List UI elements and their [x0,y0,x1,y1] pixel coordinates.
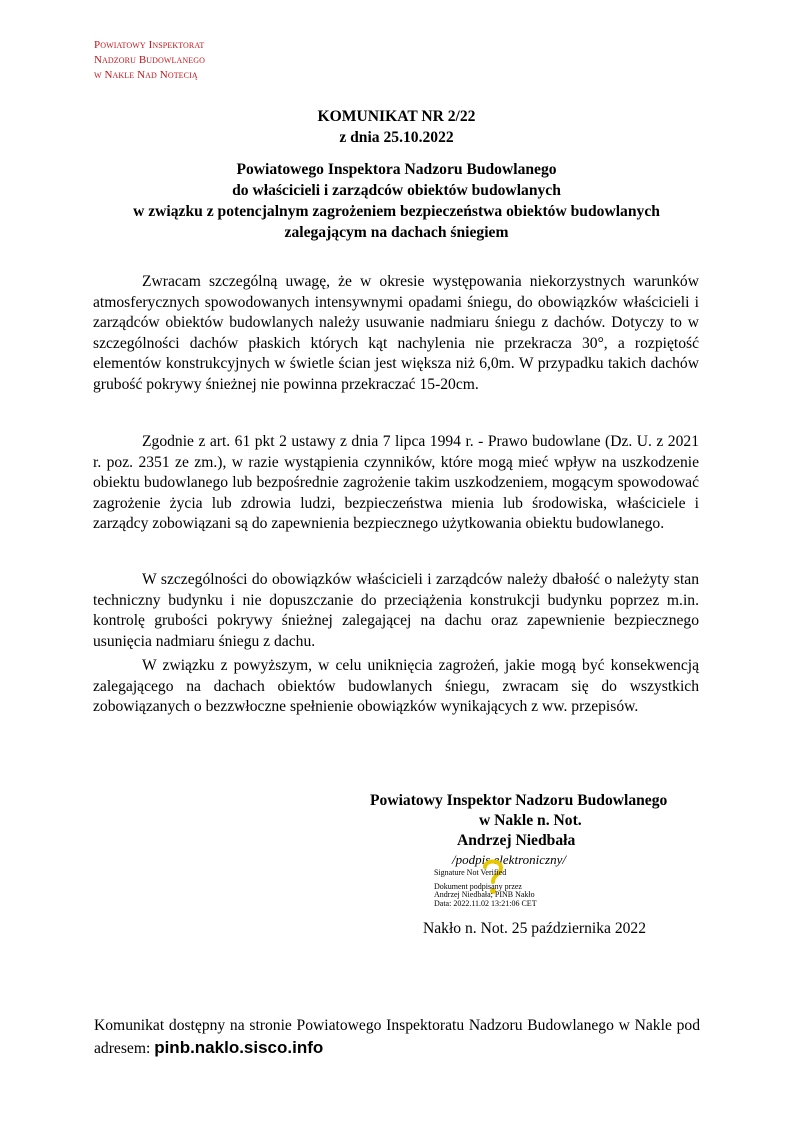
announcement-subject [0,159,793,243]
stamp-line-2: Dokument podpisany przez [434,881,522,891]
issuer-line-2: Nadzoru Budowlanego [94,54,206,66]
body-paragraph-4 [93,656,699,718]
signatory-name: Andrzej Niedbała [457,832,576,849]
announcement-date: z dnia 25.10.2022 [339,129,454,146]
footer-note [94,1015,700,1060]
signatory-city: w Nakle n. Not. [479,812,582,829]
stamp-line-1: Signature Not Verified [434,868,507,877]
signature-stamp [434,869,537,908]
announcement-number: KOMUNIKAT NR 2/22 [317,108,476,125]
signatory-title: Powiatowy Inspektor Nadzoru Budowlanego [370,792,668,809]
issuer-line-3: w Nakle Nad Notecią [94,69,198,81]
body-paragraph-4-text: W związku z powyższym, w celu uniknięcia zagrożeń, jakie mogą być konsekwencją zalegającego na dachach obiektów budowlanych śniegu, zwracam się do wszystkich zobowiązanych o bezzwłoczne spełnienie obowiązków wynikających z ww. przepisów. [93,657,699,716]
footer-text: Komunikat dostępny na stronie Powiatowego Inspektoratu Nadzoru Budowlanego w Nakle pod adresem: [94,1017,700,1057]
subject-line-3: w związku z potencjalnym zagrożeniem bezpieczeństwa obiektów budowlanych [133,203,660,220]
subject-line-1: Powiatowego Inspektora Nadzoru Budowlanego [236,161,557,178]
stamp-line-3: Andrzej Niedbała; PINB Nakło [434,890,535,900]
body-paragraph-3 [93,570,699,652]
body-paragraph-2 [93,432,699,535]
electronic-signature-note: /podpis elektroniczny/ [452,852,566,867]
stamp-line-4: Data: 2022.11.02 13:21:06 CET [434,898,537,908]
footer-url-link[interactable]: pinb.naklo.sisco.info [154,1038,324,1057]
body-paragraph-2-text: Zgodnie z art. 61 pkt 2 ustawy z dnia 7 lipca 1994 r. - Prawo budowlane (Dz. U. z 2021 r. poz. 2351 ze zm.), w razie wystąpienia czynników, które mogą mieć wpływ na uszkodzenie obiektu budowlanego lub bezpośrednie zagrożenie takim uszkodzeniem, mogącym spowodować zagrożenie życia lub zdrowia ludzi, bezpieczeństwa mienia lub środowiska, właściciele i zarządcy zobowiązani są do zapewnienia bezpiecznego użytkowania obiektu budowlanego. [93,433,699,533]
place-and-date: Nakło n. Not. 25 października 2022 [423,920,647,937]
subject-line-4: zalegającym na dachach śniegiem [284,224,509,241]
body-paragraph-1 [93,272,699,396]
issuer-line-1: Powiatowy Inspektorat [94,39,205,51]
body-paragraph-1-text: Zwracam szczególną uwagę, że w okresie występowania niekorzystnych warunków atmosferycznych spowodowanych intensywnymi opadami śniegu, do obowiązków właścicieli i zarządców obiektów budowlanych należy usuwanie nadmiaru śniegu z dachów. Dotyczy to w szczególności dachów płaskich których kąt nachylenia nie przekracza 30°, a rozpiętość elementów konstrukcyjnych w świetle ścian jest większa niż 6,0m. W przypadku takich dachów grubość pokrywy śnieżnej nie powinna przekraczać 15-20cm. [93,273,699,393]
subject-line-2: do właścicieli i zarządców obiektów budowlanych [232,182,561,199]
body-paragraph-3-text: W szczególności do obowiązków właścicieli i zarządców należy dbałość o należyty stan techniczny budynku i nie dopuszczanie do przeciążenia konstrukcji budynku poprzez m.in. kontrolę grubości pokrywy śnieżnej zalegającej na dachu oraz zapewnienie bezpiecznego usunięcia nadmiaru śniegu z dachu. [93,571,699,650]
issuer-header [94,38,205,83]
announcement-title [0,106,793,148]
